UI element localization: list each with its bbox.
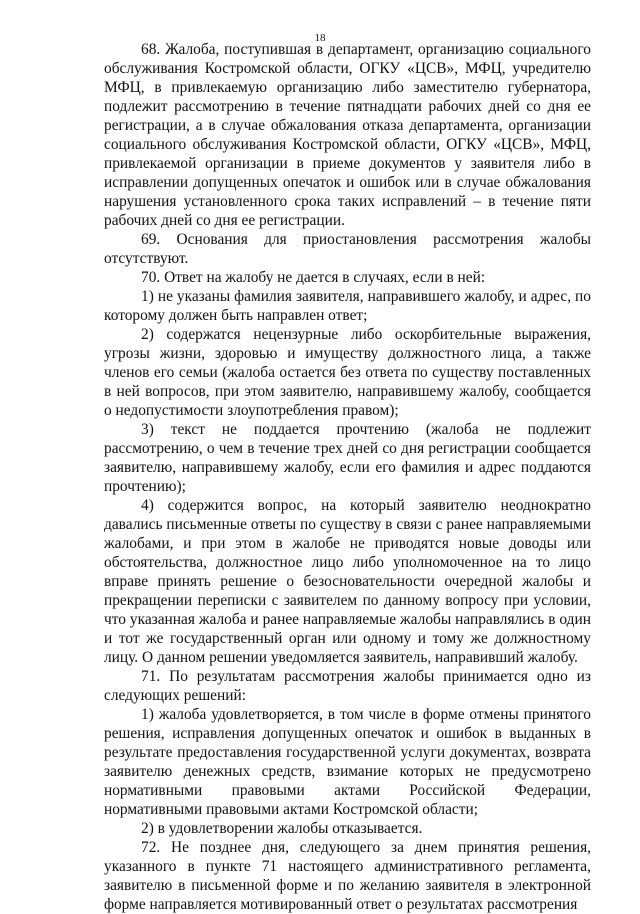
paragraph-70-item-3: 3) текст не поддается прочтению (жалоба не подлежит рассмотрению, о чем в течение трех дней со дня регистрации сообщается заявителю, направившему жалобу, если его фамилия и адрес поддаются прочтению);	[104, 421, 591, 495]
paragraph-71-item-2: 2) в удовлетворении жалобы отказывается.	[141, 820, 423, 837]
paragraph-70-item-1: 1) не указаны фамилия заявителя, направившего жалобу, и адрес, по которому должен быть направлен ответ;	[104, 288, 591, 324]
paragraph-71: 71. По результатам рассмотрения жалобы принимается одно из следующих решений:	[104, 668, 591, 704]
paragraph-71-item-1: 1) жалоба удовлетворяется, в том числе в форме отмены принятого решения, исправления допущенных опечаток и ошибок в выданных в результате предоставления государственной услуги документах, возврата заявителю денежных средств, взимание которых не предусмотрено нормативными правовыми актами Российской Федерации, нормативными правовыми актами Костромской области;	[104, 706, 591, 818]
paragraph-70-item-4: 4) содержится вопрос, на который заявителю неоднократно давались письменные ответы по существу в связи с ранее направляемыми жалобами, и при этом в жалобе не приводятся новые доводы или обстоятельства, должностное лицо либо уполномоченное на то лицо вправе принять решение о безосновательности очередной жалобы и прекращении переписки с заявителем по данному вопросу при условии, что указанная жалоба и ранее направляемые жалобы направлялись в один и тот же государственный орган или одному и тому же должностному лицу. О данном решении уведомляется заявитель, направивший жалобу.	[104, 497, 591, 666]
document-body	[104, 40, 591, 914]
paragraph-70: 70. Ответ на жалобу не дается в случаях, если в ней:	[141, 269, 486, 286]
paragraph-69: 69. Основания для приостановления рассмотрения жалобы отсутствуют.	[104, 231, 591, 267]
paragraph-68: 68. Жалоба, поступившая в департамент, организацию социального обслуживания Костромской области, ОГКУ «ЦСВ», МФЦ, учредителю МФЦ, в привлекаемую организацию либо заместителю губернатора, подлежит рассмотрению в течение пятнадцати рабочих дней со дня ее регистрации, а в случае обжалования отказа департамента, организации социального обслуживания Костромской области, ОГКУ «ЦСВ», МФЦ, привлекаемой организации в приеме документов у заявителя либо в исправлении допущенных опечаток и ошибок или в случае обжалования нарушения установленного срока таких исправлений – в течение пяти рабочих дней со дня ее регистрации.	[104, 41, 591, 229]
paragraph-70-item-2: 2) содержатся нецензурные либо оскорбительные выражения, угрозы жизни, здоровью и имуществу должностного лица, а также членов его семьи (жалоба остается без ответа по существу поставленных в ней вопросов, при этом заявителю, направившему жалобу, сообщается о недопустимости злоупотребления правом);	[104, 326, 591, 419]
page-number: 18	[314, 32, 326, 44]
paragraph-72: 72. Не позднее дня, следующего за днем принятия решения, указанного в пункте 71 настоящего административного регламента, заявителю в письменной форме и по желанию заявителя в электронной форме направляется мотивированный ответ о результатах рассмотрения	[104, 839, 591, 913]
